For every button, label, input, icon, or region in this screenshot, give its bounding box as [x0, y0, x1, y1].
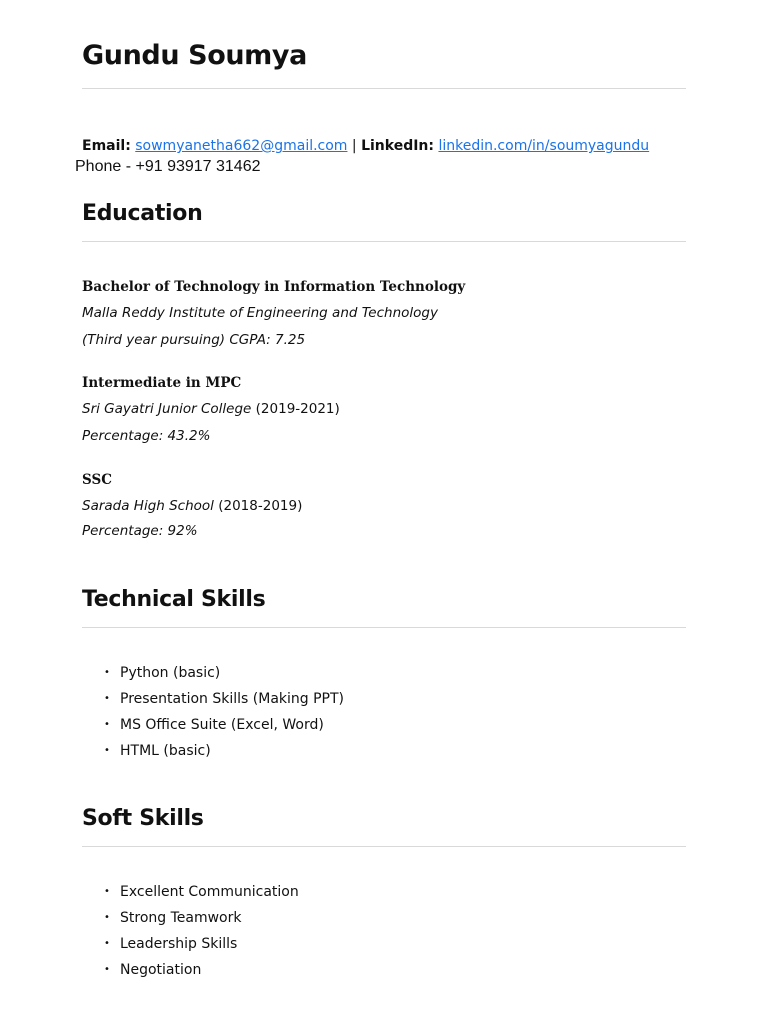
linkedin-label: LinkedIn:: [361, 138, 434, 154]
education-years: (2018-2019): [218, 498, 303, 514]
education-detail: (Third year pursuing) CGPA: 7.25: [82, 332, 306, 348]
education-detail: Percentage: 92%: [82, 523, 198, 539]
candidate-name: Gundu Soumya: [82, 40, 307, 71]
education-institution: [82, 303, 438, 323]
technical-skills-divider: [82, 627, 686, 628]
education-institution: [82, 399, 340, 419]
technical-skills-list: [104, 660, 344, 764]
soft-skills-divider: [82, 846, 686, 847]
education-years: (2019-2021): [255, 401, 340, 417]
education-detail: Percentage: 43.2%: [82, 428, 211, 444]
list-item: • Excellent Communication: [104, 879, 299, 905]
education-heading: Education: [82, 201, 203, 226]
list-item: • Presentation Skills (Making PPT): [104, 686, 344, 712]
soft-skills-heading: Soft Skills: [82, 806, 204, 831]
list-item: • MS Office Suite (Excel, Word): [104, 712, 344, 738]
soft-skills-list: [104, 879, 299, 983]
contact-line: [82, 136, 649, 156]
email-label: Email:: [82, 138, 131, 154]
list-item: • Leadership Skills: [104, 931, 299, 957]
contact-separator: |: [351, 138, 357, 154]
institution-name: Sri Gayatri Junior College: [82, 401, 252, 417]
institution-name: Sarada High School: [82, 498, 214, 514]
list-item: • Negotiation: [104, 957, 299, 983]
technical-skills-heading: Technical Skills: [82, 587, 266, 612]
education-divider: [82, 241, 686, 242]
list-item: • Strong Teamwork: [104, 905, 299, 931]
phone-number: Phone - +91 93917 31462: [75, 158, 261, 175]
name-divider: [82, 88, 686, 89]
education-degree: Bachelor of Technology in Information Technology: [82, 279, 466, 295]
list-item: • HTML (basic): [104, 738, 344, 764]
email-link[interactable]: sowmyanetha662@gmail.com: [135, 138, 348, 154]
education-degree: SSC: [82, 472, 112, 488]
education-degree: Intermediate in MPC: [82, 375, 242, 391]
linkedin-link[interactable]: linkedin.com/in/soumyagundu: [438, 138, 650, 154]
list-item: • Python (basic): [104, 660, 344, 686]
institution-name: Malla Reddy Institute of Engineering and Technology: [82, 305, 438, 321]
education-institution: [82, 496, 302, 516]
